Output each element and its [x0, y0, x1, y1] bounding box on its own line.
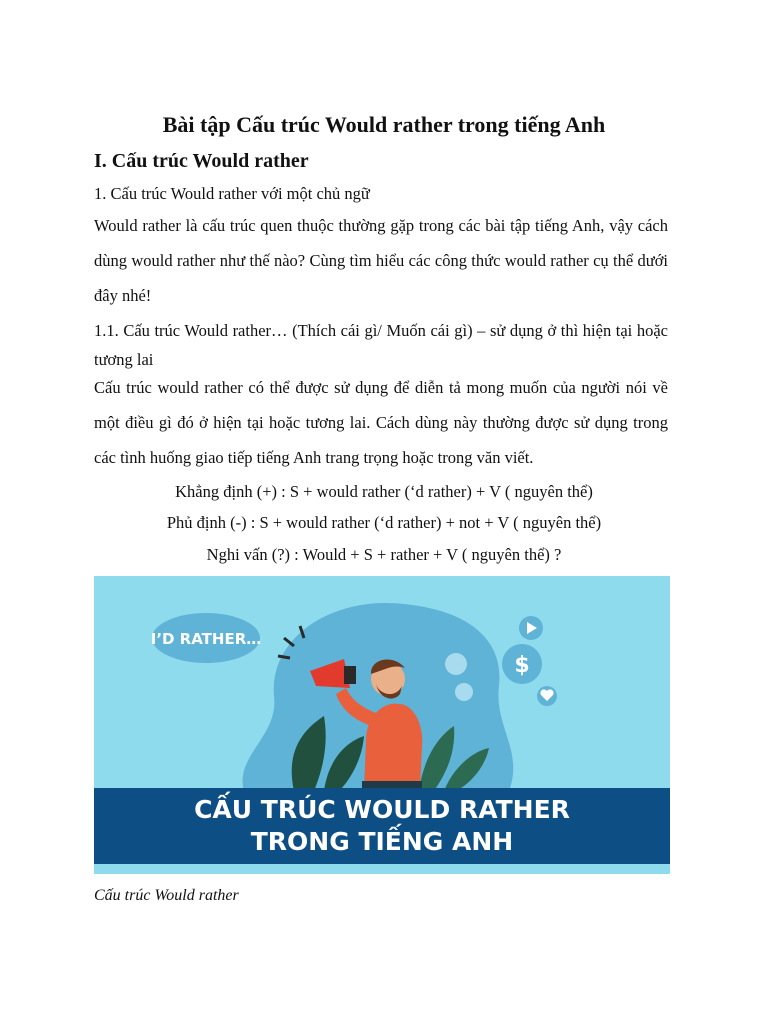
formula-affirmative: Khẳng định (+) : S + would rather (‘d rather) + V ( nguyên thể): [175, 482, 593, 501]
section-heading: I. Cấu trúc Would rather: [94, 150, 309, 172]
dollar-icon: $: [514, 653, 530, 678]
megaphone-handle: [344, 666, 356, 684]
speech-bubble-text: I’D RATHER…: [150, 630, 262, 648]
bubble-large: [445, 653, 467, 675]
formula-question: Nghi vấn (?) : Would + S + rather + V ( nguyên thể) ?: [206, 545, 562, 564]
formula-negative: Phủ định (-) : S + would rather (‘d rather) + not + V ( nguyên thể): [166, 513, 602, 532]
would-rather-illustration: [94, 576, 670, 874]
banner-line-1: CẤU TRÚC WOULD RATHER: [194, 795, 570, 824]
subheading-one-subject: 1. Cấu trúc Would rather với một chủ ngữ: [94, 184, 370, 203]
usage-paragraph: Cấu trúc would rather có thể được sử dụng để diễn tả mong muốn của người nói về một điều gì đó ở hiện tại hoặc tương lai. Cách dùng này thường được sử dụng trong các tình huống giao tiếp tiếng Anh trang trọng hoặc trong văn viết.: [94, 378, 668, 467]
image-caption: Cấu trúc Would rather: [94, 887, 239, 904]
document-title: Bài tập Cấu trúc Would rather trong tiếng Anh: [162, 112, 606, 137]
intro-paragraph: Would rather là cấu trúc quen thuộc thường gặp trong các bài tập tiếng Anh, vậy cách dùng would rather như thế nào? Cùng tìm hiểu các công thức would rather cụ thể dưới đây nhé!: [94, 216, 668, 305]
subheading-present-future: 1.1. Cấu trúc Would rather… (Thích cái gì/ Muốn cái gì) – sử dụng ở thì hiện tại hoặc tương lai: [94, 321, 668, 369]
bubble-small: [455, 683, 473, 701]
banner-line-2: TRONG TIẾNG ANH: [250, 827, 514, 856]
